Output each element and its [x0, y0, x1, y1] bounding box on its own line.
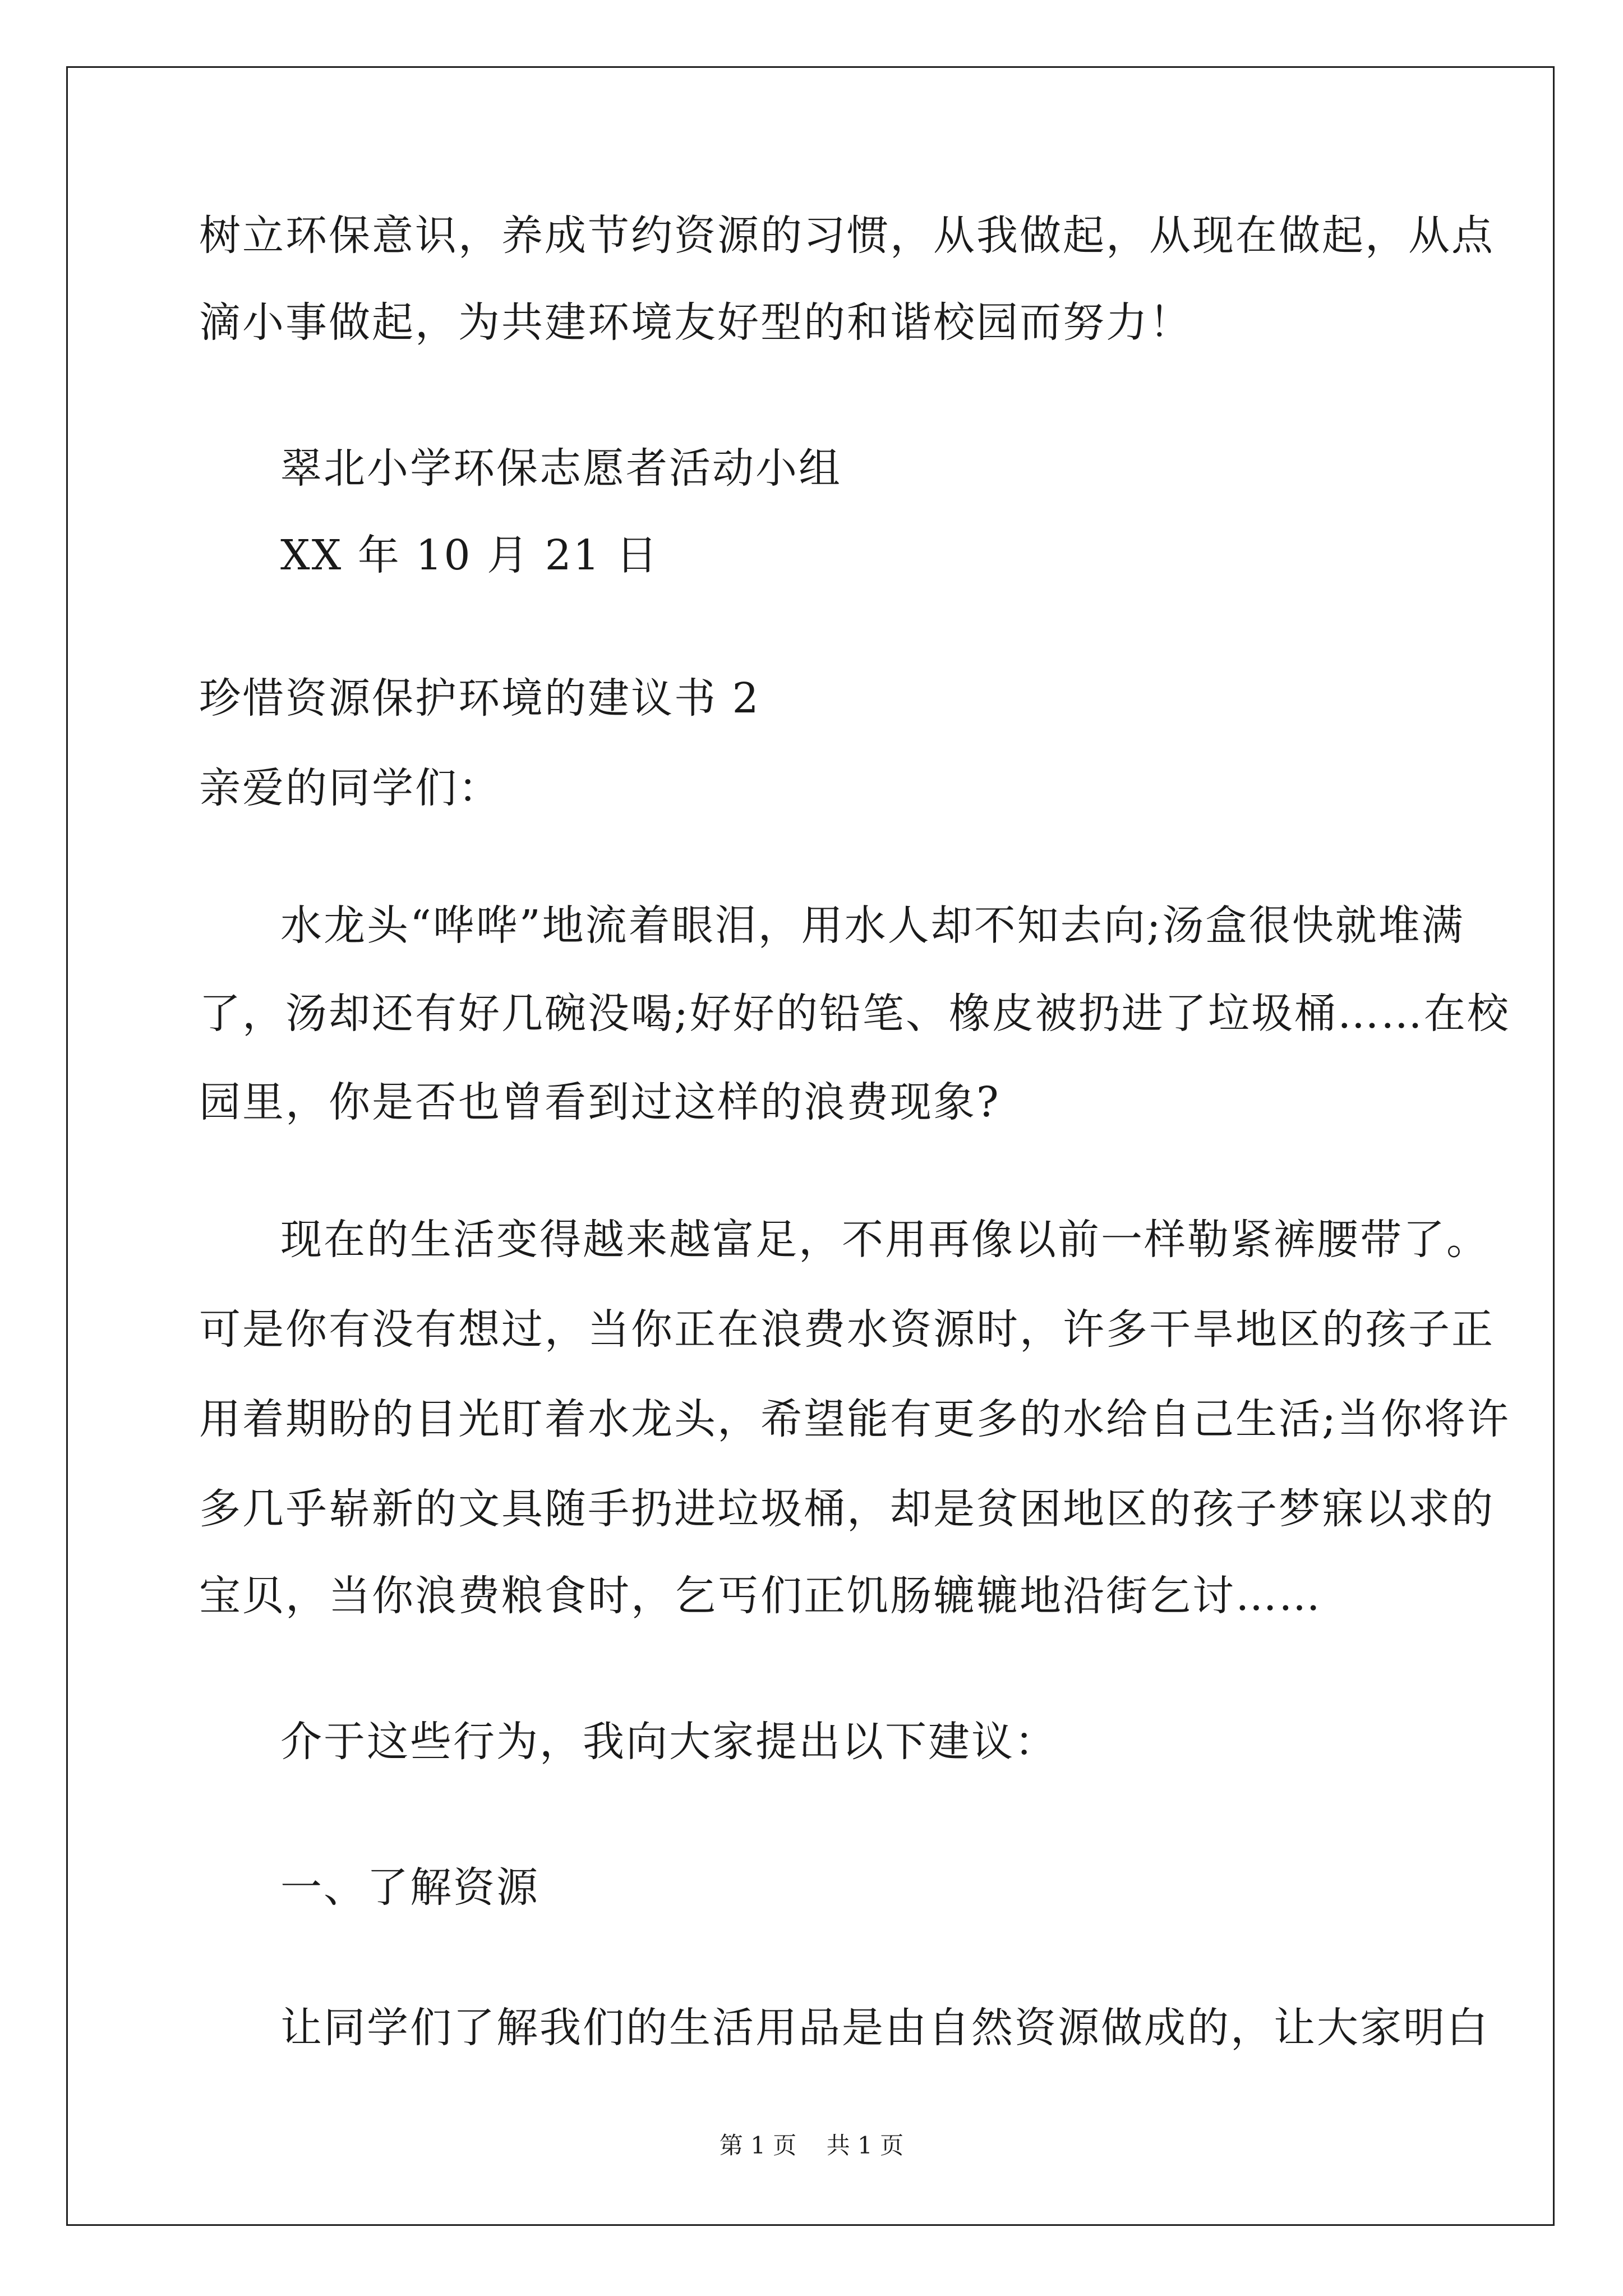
paragraph-line: 可是你有没有想过，当你正在浪费水资源时，许多干旱地区的孩子正 — [199, 1305, 1495, 1354]
paragraph-line: 滴小事做起，为共建环境友好型的和谐校园而努力！ — [199, 298, 1192, 347]
signature-organization: 翠北小学环保志愿者活动小组 — [280, 444, 842, 493]
salutation: 亲爱的同学们： — [199, 764, 501, 812]
page-footer — [0, 2129, 1623, 2162]
paragraph-line: 用着期盼的目光盯着水龙头，希望能有更多的水给自己生活;当你将许 — [199, 1395, 1510, 1443]
paragraph-line: 树立环保意识，养成节约资源的习惯，从我做起，从现在做起，从点 — [199, 211, 1495, 260]
list-heading: 一、了解资源 — [280, 1864, 540, 1912]
paragraph-line: 水龙头“哗哗”地流着眼泪，用水人却不知去向;汤盒很快就堆满 — [280, 901, 1465, 950]
paragraph-line: 园里，你是否也曾看到过这样的浪费现象? — [199, 1078, 1000, 1126]
paragraph-line: 了，汤却还有好几碗没喝;好好的铅笔、橡皮被扔进了垃圾桶……在校 — [199, 990, 1510, 1038]
paragraph-line: 现在的生活变得越来越富足，不用再像以前一样勒紧裤腰带了。 — [280, 1216, 1490, 1264]
section-title: 珍惜资源保护环境的建议书 2 — [199, 674, 760, 723]
page-number-current: 第 1 页 — [719, 2132, 797, 2159]
signature-date: XX 年 10 月 21 日 — [280, 531, 660, 579]
page-number-total: 共 1 页 — [826, 2132, 904, 2159]
paragraph-line: 宝贝，当你浪费粮食时，乞丐们正饥肠辘辘地沿街乞讨…… — [199, 1572, 1322, 1620]
paragraph-line: 多几乎崭新的文具随手扔进垃圾桶，却是贫困地区的孩子梦寐以求的 — [199, 1485, 1495, 1533]
paragraph-line: 让同学们了解我们的生活用品是由自然资源做成的，让大家明白 — [280, 2004, 1490, 2052]
paragraph-line: 介于这些行为，我向大家提出以下建议： — [280, 1718, 1058, 1766]
